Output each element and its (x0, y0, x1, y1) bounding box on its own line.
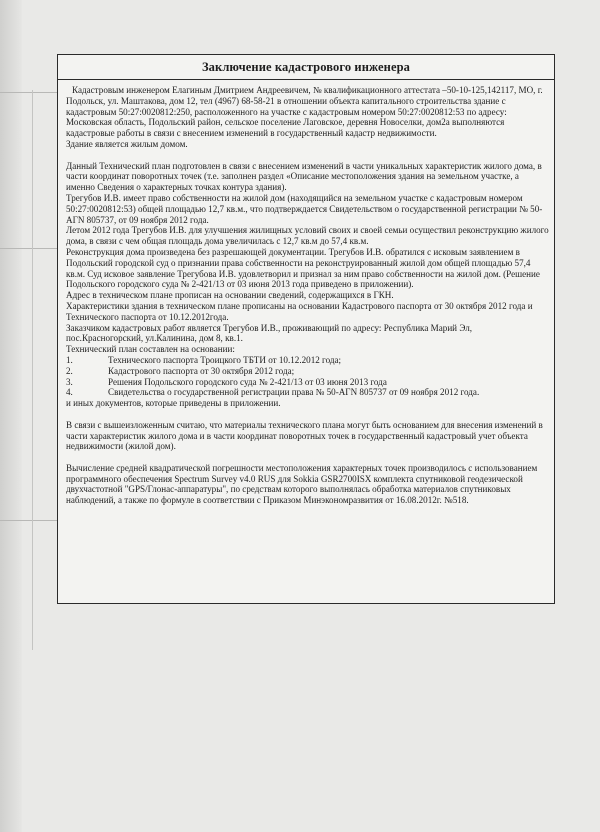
paragraph-address: Адрес в техническом плане прописан на основании сведений, содержащихся в ГКН. (66, 290, 394, 301)
paragraph-conclusion: В связи с вышеизложенным считаю, что материалы технического плана могут быть основанием для внесения изменений в части характеристик жилого дома и в части координат поворотных точек в государственный кадастровый учет объекта недвижимости (жилой дом). (66, 419, 543, 452)
list-item-number: 3. (66, 376, 73, 387)
list-item-number: 1. (66, 354, 73, 365)
list-item-text: Свидетельства о государственной регистрации права № 50-АГN 805737 от 09 ноября 2012 года. (108, 387, 480, 398)
list-item (66, 366, 549, 377)
list-item-text: Технического паспорта Троицкого ТБТИ от 10.12.2012 года; (108, 354, 342, 365)
bleed-through-line (0, 92, 60, 93)
paragraph-court-decision: Реконструкция дома произведена без разрешающей документации. Трегубов И.В. обратился с исковым заявлением в Подольский городской суд о признании права собственности на реконструированный жилой дом общей площадью 57,4 кв.м. Суд исковое заявление Трегубова И.В. удовлетворил и признал за ним право собственности на жилой дом. (Решение Подольского городского суда № 2-421/13 от 03 июня 2013 года приведено в приложении). (66, 246, 540, 290)
list-item-number: 2. (66, 365, 73, 376)
paragraph-building-type: Здание является жилым домом. (66, 138, 188, 149)
list-item-text: Решения Подольского городского суда № 2-421/13 от 03 июня 2013 года (108, 376, 387, 387)
scan-left-edge (0, 0, 22, 832)
paragraph-accuracy: Вычисление средней квадратической погрешности местоположения характерных точек производилось с использованием программного обеспечения Spectrum Survey v4.0 RUS для Sokkia GSR2700ISX комплекта спутниковой геодезической двухчастотной "GPS/Глонас-аппаратуры", по средствам которого выполнялась обработка материалов спутниковых наблюдений, а также по формуле в соответствии с Приказом Минэкономразвития от 16.08.2012г. №518. (66, 462, 538, 506)
conclusion-heading: Заключение кадастрового инженера (58, 55, 554, 80)
bleed-through-line (0, 520, 60, 521)
paragraph-other-docs: и иных документов, которые приведены в приложении. (66, 398, 281, 409)
bleed-through-line (0, 248, 60, 249)
list-item (66, 387, 549, 398)
bleed-through-vline (32, 90, 33, 650)
spacer (66, 409, 549, 420)
list-item (66, 377, 549, 388)
paragraph-ownership: Трегубов И.В. имеет право собственности на жилой дом (находящийся на земельном участке с кадастровым номером 50:27:0020812:53) общей площадью 12,7 кв.м., что подтверждается Свидетельством о государственной регистрации № 50-АГN 805737, от 09 ноября 2012 года. (66, 192, 543, 225)
spacer (66, 150, 549, 161)
list-item-number: 4. (66, 387, 73, 398)
spacer (66, 452, 549, 463)
paragraph-purpose: Данный Технический план подготовлен в связи с внесением изменений в части уникальных характеристик жилого дома, в части координат поворотных точек (т.е. заполнен раздел «Описание местоположения здания на земельном участке, а именно Сведения о характерных точках контура здания). (66, 160, 542, 193)
paragraph-customer: Заказчиком кадастровых работ является Трегубов И.В., проживающий по адресу: Республика Марий Эл, пос.Красногорский, ул.Калинина, дом 8, кв.1. (66, 322, 473, 344)
paragraph-engineer: Кадастровым инженером Елагиным Дмитрием Андреевичем, № квалификационного аттестата –50-10-125,142117, МО, г. Подольск, ул. Маштакова, дом 12, тел (4967) 68-58-21 в отношении объекта капитального строительства здание с кадастровым 50:27:0020812:250, расположенного на участке с кадастровым номером 50:27:0020812:53 по адресу: Московская область, Подольский район, сельское поселение Лаговское, деревня Новоселки, дом2а выполняются кадастровые работы в связи с внесением изменений в государственный кадастр недвижимости. (66, 85, 543, 139)
conclusion-body (58, 80, 554, 506)
list-item-text: Кадастрового паспорта от 30 октября 2012 года; (108, 365, 295, 376)
paragraph-reconstruction: Летом 2012 года Трегубов И.В. для улучшения жилищных условий своих и своей семьи осуществил реконструкцию жилого дома, в связи с чем общая площадь дома увеличилась с 12,7 кв.м до 57,4 кв.м. (66, 225, 549, 247)
conclusion-frame (57, 54, 555, 604)
list-item (66, 355, 549, 366)
paragraph-basis-intro: Технический план составлен на основании: (66, 344, 235, 355)
paragraph-characteristics: Характеристики здания в техническом плане прописаны на основании Кадастрового паспорта от 30 октября 2012 года и Технического паспорта от 10.12.2012года. (66, 300, 533, 322)
